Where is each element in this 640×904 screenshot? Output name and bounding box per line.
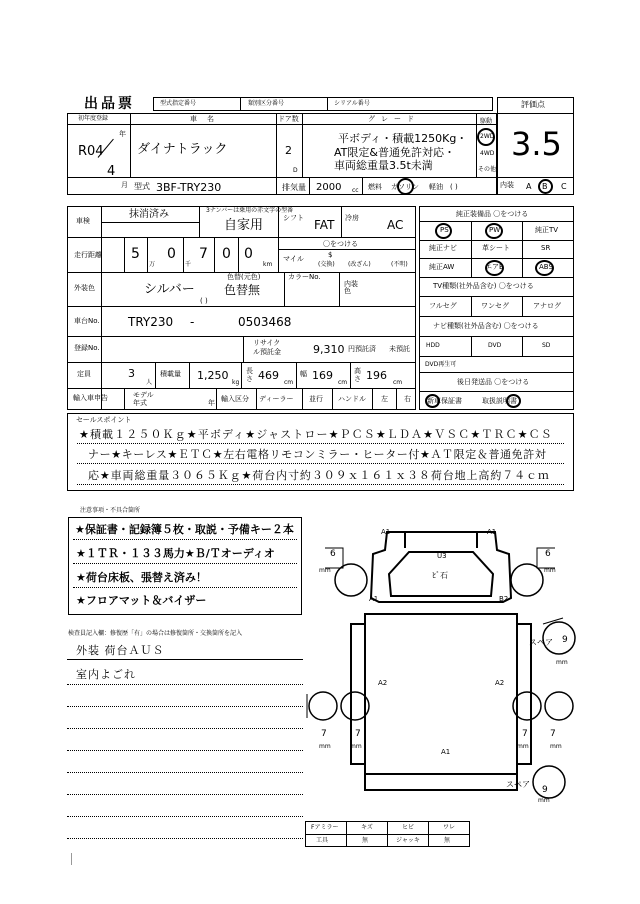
grade-line-2: AT限定&普通免許対応・ [334,146,455,159]
equip-leather: 革シート [482,244,510,252]
shift-value: FAT [314,218,335,232]
category-label: 類別区分番号 [248,100,285,107]
notes-title: 注意事項・不具合箇所 [80,507,141,514]
import-section-label: 輸入区分 [221,395,249,403]
spare-label-bottom: スペア [506,780,530,789]
recycle-label: リサイクル預託金 [253,339,281,356]
equip-ps-circle [435,223,452,239]
model-value: 3BF-TRY230 [156,181,222,194]
score-value: 3.5 [511,125,562,163]
handle-right: 右 [404,395,411,403]
serial-label: シリアル番号 [334,100,370,107]
color-no-label: カラーNo. [288,273,321,281]
displacement-label: 排気量 [282,183,306,192]
bottom-header-break: ワレ [443,824,456,831]
displacement-unit: cc [352,187,359,194]
year-unit: 年 [119,130,126,138]
capacity-value: 3 [128,367,135,380]
exterior-label: 外装色 [74,284,95,292]
diag-code-u3: U3 [437,552,447,560]
equip-navi: 純正ナビ [429,244,457,252]
drive-label: 駆動 [480,118,493,125]
interior-grade-c: C [561,182,567,191]
load-label: 積載量 [160,370,181,378]
interior-grade-b: B [542,182,548,191]
later-manual: 取扱説明書 [482,397,517,405]
mileage-unit-km: km [263,261,273,268]
meter-opt-3: (改ざん) [348,261,371,268]
import-model-label: モデル年式 [133,391,154,407]
bottom-tools-label: 工具 [316,837,329,844]
later-manual-circle [506,394,521,408]
month-unit: 月 [121,181,128,189]
document-title: 出品票 [84,96,135,112]
fuel-selected-circle [397,178,414,195]
diag-code-a2-right: A2 [495,679,505,687]
mileage-digit-1: 5 [131,246,140,262]
year-value: R04 [78,144,104,159]
inspector-line-1: 外装 荷台ＡＵＳ [76,644,165,657]
mileage-digit-2: 0 [167,246,176,262]
tire-value-fl: 6 [330,549,336,559]
bottom-header-scratch: キズ [361,824,373,831]
inspector-line-2: 室内よごれ [76,668,136,681]
tire-rear-left-outer [309,692,337,720]
header-id-box [153,97,493,111]
color-original-label: 色替(元色) [227,273,261,281]
height-unit: cm [393,379,403,386]
mileage-unit-man: 万 [149,261,156,268]
note-line-4: ★フロアマット＆バイザー [76,594,207,607]
month-value: 4 [107,164,116,179]
height-value: 196 [366,369,387,382]
spare-tire-bottom [533,766,565,798]
meter-opt-1: $ [328,251,333,259]
width-value: 169 [312,369,333,382]
ac-label: 冷房 [345,214,359,222]
tire-value-rl-outer: 7 [321,729,327,739]
equip-tv: 純正TV [535,226,559,234]
doors-unit: D [293,167,298,174]
sales-line-2: ナー★キーレス★ＥＴＣ★左右電格リモコンミラー・ヒーター付★ＡＴ限定＆普通免許対 [88,448,547,461]
mileage-circle-note: 〇をつける [323,240,358,248]
diag-code-stone: ﾋﾞ石 [432,571,448,580]
mileage-digit-3: 7 [199,246,208,262]
tv-fullseg: フルセグ [429,302,457,310]
later-title: 後日発送品 〇をつける [457,378,530,386]
tire-unit-rr-outer: mm [550,743,562,750]
dvd-playback: DVD再生可 [425,361,457,368]
tire-value-spare-bottom: 9 [542,785,548,795]
tire-unit-spare-bottom: mm [538,797,550,804]
tire-front-right [511,564,543,596]
equip-sr: SR [541,244,551,252]
exterior-value: シルバー [144,282,195,297]
load-unit: kg [232,379,240,386]
doors-value: 2 [285,144,292,157]
inspection-value: 抹消済み [129,209,169,220]
meter-opt-2: (交換) [318,261,335,268]
usage-note: 3ナンバーは乗用の赤文字の型番 [206,207,294,214]
tire-unit-rl-inner: mm [350,743,362,750]
fuel-gasoline: ガソリン [391,183,419,191]
equip-abs-circle [535,260,554,276]
note-line-1: ★保証書・記録簿５枚・取説・予備キー２本 [75,523,294,536]
tire-value-rr-inner: 7 [522,729,528,739]
diag-code-a1-top: A1 [381,528,391,536]
later-warranty-circle [425,394,440,408]
chassis-sep: - [190,315,195,329]
tire-rear-right-outer [545,692,573,720]
ac-value: AC [387,218,404,232]
tv-oneseg: ワンセグ [481,302,509,310]
chassis-value: TRY230 [128,315,174,329]
diag-code-a1-cab: A1 [487,528,497,536]
equip-pw: PW [489,226,501,234]
fuel-other: ( ) [450,183,458,191]
score-label: 評価点 [521,100,545,109]
mileage-label: 走行距離 [74,251,102,259]
diag-code-a2-left: A2 [378,679,388,687]
width-label: 幅 [300,370,307,378]
tire-front-left [335,564,367,596]
displacement-value: 2000 [316,182,342,193]
drive-2wd: 2WD [480,133,495,140]
import-parallel: 並行 [309,395,323,403]
mileage-unit-sen: 千 [185,261,192,268]
length-value: 469 [258,369,279,382]
import-dealer: ディーラー [259,395,294,403]
tire-unit-fl: mm [319,567,331,574]
drive-4wd: 4WD [480,150,495,157]
equip-airbag-circle [485,260,504,276]
usage-value: 自家用 [224,218,264,233]
inspector-title: 検査員記入欄：修復歴「有」の場合は修復箇所・交換箇所を記入 [68,630,243,637]
doors-label: ドア数 [278,115,299,123]
tv-title: TV種類(社外品含む) 〇をつける [433,282,534,290]
diag-code-b2: B2 [499,595,509,603]
sales-points-title: セールスポイント [76,416,132,424]
drive-other: その他 [478,166,497,173]
recycle-paid: 円預託済 [348,345,376,353]
height-label: 高さ [354,367,361,383]
width-unit: cm [338,379,348,386]
color-change-value: 色替無 [224,283,261,297]
model-designation-label: 型式指定番号 [160,100,197,107]
meter-label: マイル [283,255,304,263]
shift-label: シフト [283,214,304,222]
tire-value-fr: 6 [545,549,551,559]
registration-label: 登録No. [74,344,100,352]
equipment-title: 純正装備品 〇をつける [456,210,529,218]
note-line-2: ★１ＴＲ・１３３馬力★Ｂ/Ｔオーディオ [76,547,275,560]
tire-unit-rl-outer: mm [319,743,331,750]
bottom-tools-value: 無 [362,837,369,844]
handle-left: 左 [381,395,388,403]
equip-ps: PS [440,226,449,234]
grade-label: グレード [368,115,420,123]
car-name-value: ダイナトラック [137,142,228,157]
tv-analog: アナログ [533,302,561,310]
color-paren: ( ) [200,297,208,305]
bottom-jack-value: 無 [444,837,451,844]
diag-code-a1-left: A1 [369,595,379,603]
tire-unit-spare-top: mm [556,659,568,666]
tire-unit-rr-inner: mm [517,743,529,750]
navi-title: ナビ種類(社外品含む) 〇をつける [433,322,539,330]
recycle-value: 9,310 [313,343,345,356]
equip-pw-circle [485,223,503,239]
capacity-label: 定員 [77,370,91,378]
import-year-unit: 年 [208,399,215,407]
inspection-label: 車検 [76,217,90,225]
grade-line-1: 平ボディ・積載1250Kg・ [338,132,468,145]
car-name-label: 車名 [190,115,224,123]
fuel-label: 燃料 [368,183,382,191]
note-line-3: ★荷台床板、張替え済み！ [76,571,207,584]
mileage-digit-5: 0 [244,246,253,262]
tire-unit-fr: mm [544,567,556,574]
vehicle-damage-diagram [305,518,577,808]
navi-hdd: HDD [426,342,440,349]
length-label: 長さ [246,367,253,383]
interior-label: 内装 [500,181,514,189]
recycle-unpaid: 未預託 [389,345,410,353]
later-warranty: 新車保証書 [427,397,462,405]
sales-line-1: ★積載１２５０Ｋｇ★平ボディ★ジャストロー★ＰＣＳ★ＬＤＡ★ＶＳＣ★ＴＲＣ★ＣＳ [79,428,553,441]
chassis-number: 0503468 [238,315,292,329]
load-value: 1,250 [197,369,229,382]
spare-label-top: スペア [529,638,553,647]
interior-grade-a: A [526,182,532,191]
tire-value-spare-top: 9 [562,635,568,645]
bottom-header-crack: ヒビ [402,824,415,831]
year-label: 初年度登録 [78,115,109,122]
mileage-digit-4: 0 [222,246,231,262]
capacity-unit: 人 [146,379,153,386]
fuel-diesel: 軽油 [429,183,443,191]
diag-code-a1-rear: A1 [441,748,451,756]
model-label: 型式 [134,182,150,191]
chassis-label: 車台No. [74,317,100,325]
sales-line-3: 応★車両総重量３０６５Ｋｇ★荷台内寸約３０９ｘ１６１ｘ３８荷台地上高約７４ｃｍ [88,469,550,482]
navi-sd: SD [542,342,551,349]
meter-opt-4: (不明) [391,261,408,268]
equip-airbag: エアB [485,263,504,271]
import-label: 輸入車申告 [73,394,108,402]
bottom-header-mirror: Fアミラー [311,824,339,831]
handle-label: ハンドル [338,395,366,403]
tire-value-rr-outer: 7 [550,729,556,739]
interior-color-label: 内装色 [344,280,358,295]
equip-aw: 純正AW [429,263,455,271]
navi-dvd: DVD [488,342,502,349]
tire-value-rl-inner: 7 [355,729,361,739]
cab-outline [371,532,511,602]
equip-abs: ABS [539,263,553,271]
length-unit: cm [284,379,294,386]
grade-line-3: 車両総重量3.5t未満 [334,159,433,172]
bottom-jack-label: ジャッキ [396,837,420,844]
